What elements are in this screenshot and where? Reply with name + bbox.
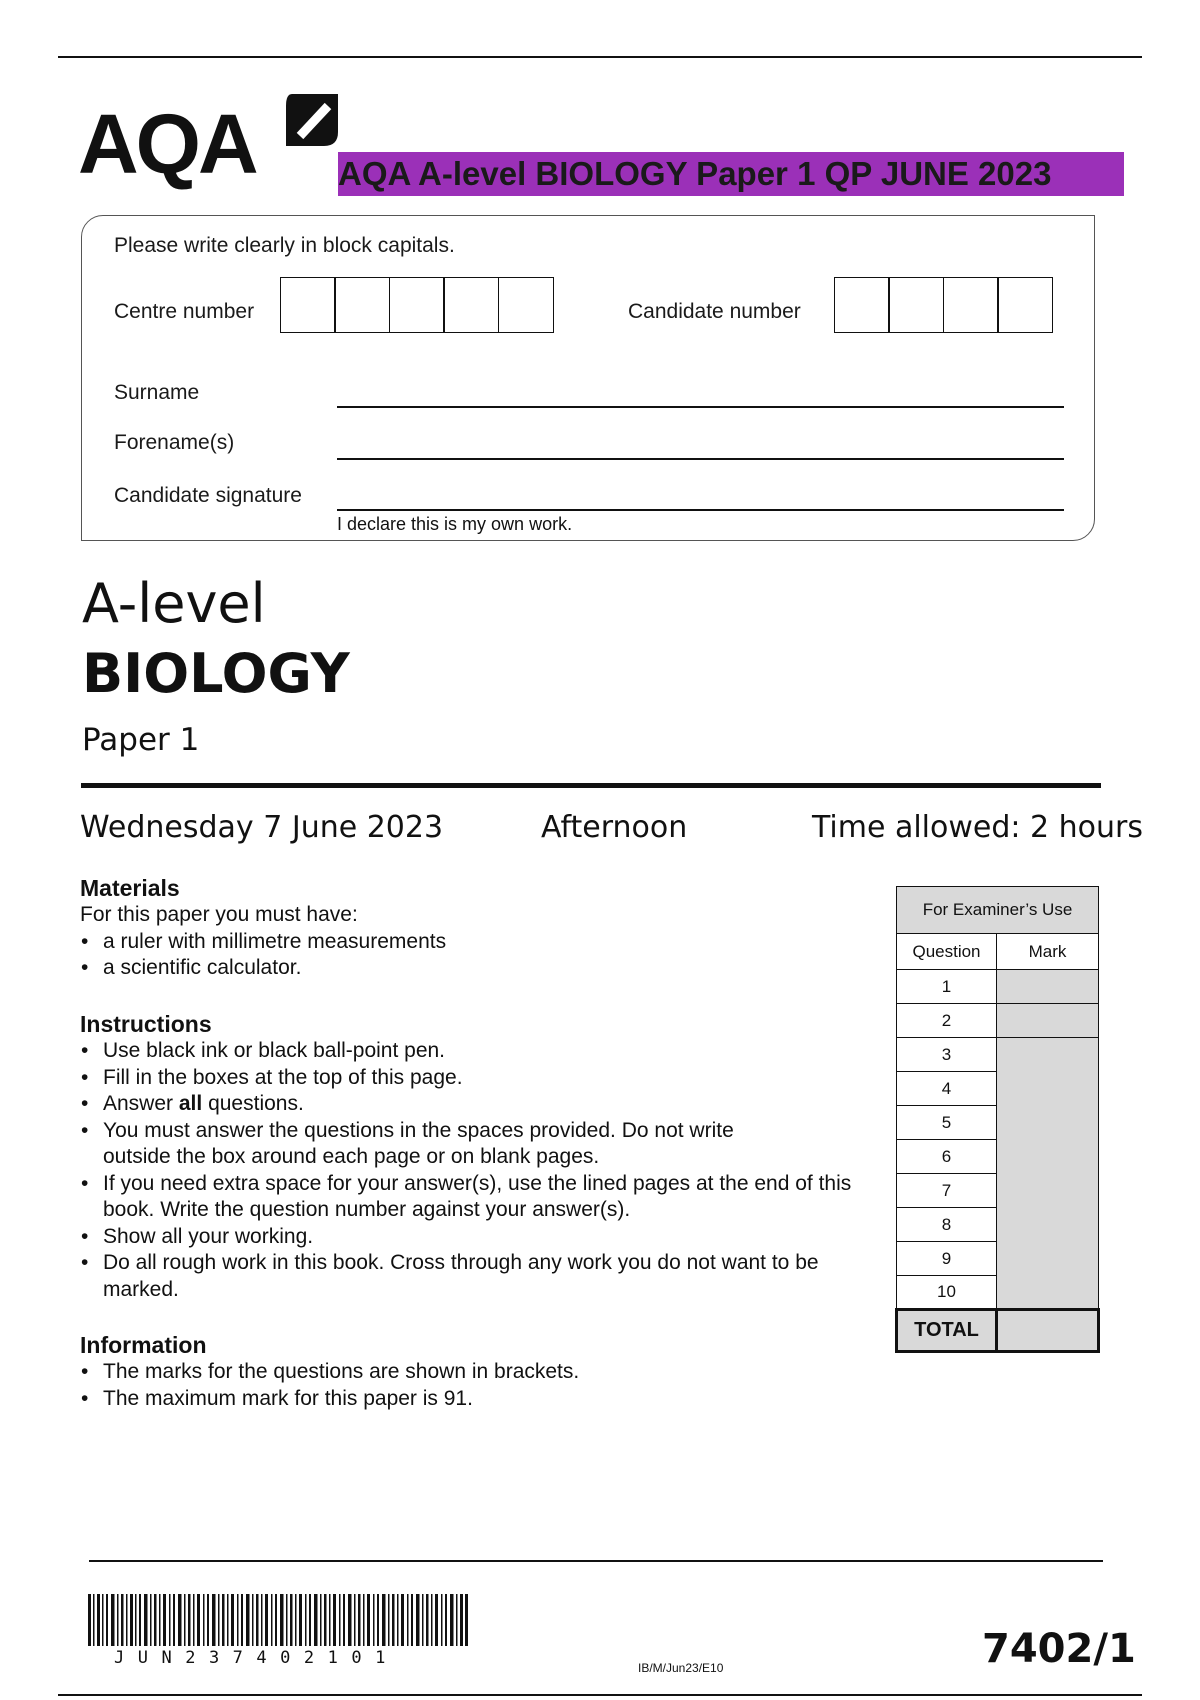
qualification-level: A-level bbox=[82, 572, 266, 635]
question-number: 10 bbox=[897, 1276, 997, 1310]
information-item: • The marks for the questions are shown in brackets. bbox=[80, 1359, 880, 1386]
instruction-item: • Use black ink or black ball-point pen. bbox=[80, 1038, 860, 1065]
paper-number: Paper 1 bbox=[82, 722, 200, 758]
title-divider bbox=[81, 783, 1101, 788]
candidate-digit-box[interactable] bbox=[888, 277, 944, 333]
instruction-item: • Fill in the boxes at the top of this page. bbox=[80, 1065, 860, 1092]
question-number: 2 bbox=[897, 1004, 997, 1038]
surname-label: Surname bbox=[114, 381, 200, 404]
forename-label: Forename(s) bbox=[114, 431, 235, 454]
materials-intro: For this paper you must have: bbox=[80, 903, 358, 926]
centre-number-label: Centre number bbox=[114, 300, 255, 323]
question-number: 7 bbox=[897, 1174, 997, 1208]
information-heading: Information bbox=[80, 1332, 207, 1358]
mark-column-header: Mark bbox=[997, 934, 1099, 970]
materials-heading: Materials bbox=[80, 875, 180, 901]
declaration-text: I declare this is my own work. bbox=[337, 514, 573, 534]
surname-field[interactable] bbox=[337, 406, 1064, 408]
barcode-number: JUN237402101 bbox=[114, 1648, 399, 1668]
instruction-item: • You must answer the questions in the spaces provided. Do not write outside the box around each page or on blank pages. bbox=[80, 1118, 793, 1171]
question-number: 4 bbox=[897, 1072, 997, 1106]
examiner-use-table bbox=[895, 886, 1100, 1353]
centre-digit-box[interactable] bbox=[498, 277, 554, 333]
materials-item: • a ruler with millimetre measurements bbox=[80, 929, 880, 956]
question-number: 9 bbox=[897, 1242, 997, 1276]
candidate-digit-box[interactable] bbox=[834, 277, 890, 333]
aqa-logo-icon bbox=[284, 92, 340, 148]
question-number: 1 bbox=[897, 970, 997, 1004]
bottom-rule bbox=[58, 1694, 1142, 1696]
question-number: 3 bbox=[897, 1038, 997, 1072]
instruction-item: • Show all your working. bbox=[80, 1224, 860, 1251]
question-number: 6 bbox=[897, 1140, 997, 1174]
instruction-item: • Do all rough work in this book. Cross through any work you do not want to be marked. bbox=[80, 1250, 823, 1303]
materials-section bbox=[80, 875, 880, 982]
block-capitals-instruction: Please write clearly in block capitals. bbox=[114, 234, 455, 257]
candidate-digit-box[interactable] bbox=[997, 277, 1053, 333]
centre-digit-box[interactable] bbox=[443, 277, 499, 333]
centre-digit-box[interactable] bbox=[280, 277, 336, 333]
instruction-item: • If you need extra space for your answer(s), use the lined pages at the end of this book. Write the question number against your answer(s). bbox=[80, 1171, 883, 1224]
mark-cell bbox=[997, 1038, 1099, 1310]
question-number: 5 bbox=[897, 1106, 997, 1140]
instructions-section bbox=[80, 1011, 880, 1303]
information-item: • The maximum mark for this paper is 91. bbox=[80, 1386, 880, 1413]
forename-field[interactable] bbox=[337, 458, 1064, 460]
total-label: TOTAL bbox=[897, 1310, 997, 1352]
question-number: 8 bbox=[897, 1208, 997, 1242]
centre-number-field[interactable] bbox=[281, 277, 554, 333]
materials-item: • a scientific calculator. bbox=[80, 955, 880, 982]
mark-cell bbox=[997, 1004, 1099, 1038]
centre-digit-box[interactable] bbox=[389, 277, 445, 333]
candidate-digit-box[interactable] bbox=[943, 277, 999, 333]
subject-title: BIOLOGY bbox=[82, 642, 350, 705]
document-title-banner: AQA A-level BIOLOGY Paper 1 QP JUNE 2023 bbox=[338, 152, 1124, 196]
time-allowed: Time allowed: 2 hours bbox=[812, 810, 1144, 845]
signature-field[interactable] bbox=[337, 509, 1064, 511]
information-section bbox=[80, 1332, 880, 1412]
question-column-header: Question bbox=[897, 934, 997, 970]
mark-cell bbox=[997, 970, 1099, 1004]
aqa-logo-text: AQA bbox=[78, 97, 256, 191]
examiner-use-title: For Examiner’s Use bbox=[897, 887, 1099, 934]
total-mark-cell bbox=[997, 1310, 1099, 1352]
signature-label: Candidate signature bbox=[114, 484, 302, 507]
document-reference: IB/M/Jun23/E10 bbox=[638, 1661, 724, 1675]
top-rule bbox=[58, 56, 1142, 58]
candidate-number-field[interactable] bbox=[835, 277, 1053, 333]
barcode bbox=[88, 1594, 468, 1646]
centre-digit-box[interactable] bbox=[334, 277, 390, 333]
instructions-heading: Instructions bbox=[80, 1011, 212, 1037]
paper-code: 7402/1 bbox=[982, 1626, 1136, 1672]
exam-session: Afternoon bbox=[541, 810, 688, 845]
candidate-number-label: Candidate number bbox=[628, 300, 801, 323]
instruction-item: • Answer all questions. bbox=[80, 1091, 860, 1118]
footer-rule bbox=[89, 1560, 1103, 1562]
exam-date: Wednesday 7 June 2023 bbox=[80, 810, 444, 845]
